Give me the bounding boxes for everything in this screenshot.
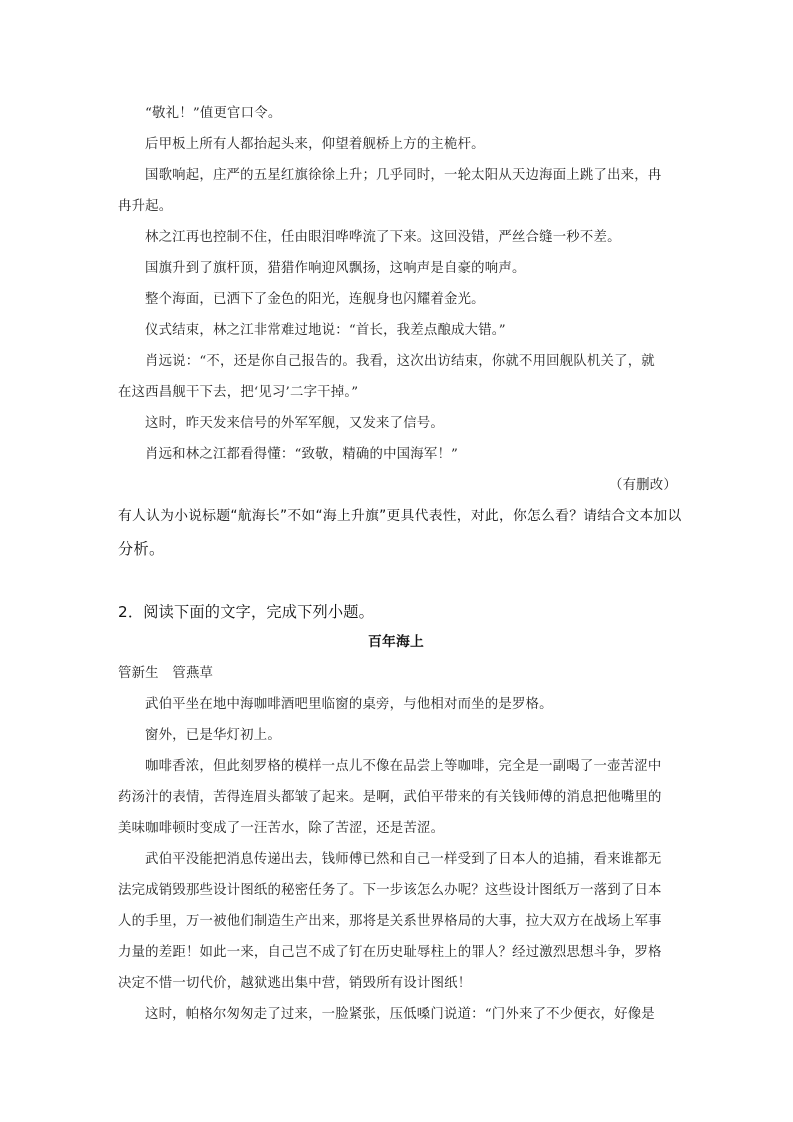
paragraph-line: 决定不惜一切代价，越狱逃出集中营，销毁所有设计图纸！: [118, 976, 472, 991]
paragraph-line: 林之江再也控制不住，任由眼泪哗哗流了下来。这回没错，严丝合缝一秒不差。: [145, 230, 621, 245]
paragraph-line: 法完成销毁那些设计图纸的秘密任务了。下一步该怎么办呢？这些设计图纸万一落到了日本: [118, 883, 662, 898]
paragraph-line: “敬礼！”值更官口令。: [145, 106, 282, 121]
story-authors: 管新生 管燕草: [118, 666, 214, 681]
paragraph-line: 窗外，已是华灯初上。: [145, 728, 281, 743]
paragraph-line: 肖远说：“不，还是你自己报告的。我看，这次出访结束，你就不用回舰队机关了，就: [145, 354, 655, 369]
paragraph-line: 后甲板上所有人都抬起头来，仰望着舰桥上方的主桅杆。: [145, 137, 485, 152]
paragraph-line: 力量的差距！如此一来，自己岂不成了钉在历史耻辱柱上的罪人？经过激烈思想斗争，罗格: [118, 945, 662, 960]
paragraph-line: 咖啡香浓，但此刻罗格的模样一点儿不像在品尝上等咖啡，完全是一副喝了一壶苦涩中: [145, 759, 662, 774]
paragraph-line: 肖远和林之江都看得懂：“致敬，精确的中国海军！”: [145, 447, 459, 462]
section-heading: 2．阅读下面的文字，完成下列小题。: [118, 603, 375, 621]
question-line: 有人认为小说标题“航海长”不如“海上升旗”更具代表性，对此，你怎么看？请结合文本加以: [118, 508, 682, 524]
paragraph-line: 国歌响起，庄严的五星红旗徐徐上升；几乎同时，一轮太阳从天边海面上跳了出来，冉: [145, 168, 662, 183]
paragraph-line: 这时，帕格尔匆匆走了过来，一脸紧张，压低嗓门说道：“门外来了不少便衣，好像是: [145, 1007, 655, 1022]
paragraph-line: 仪式结束，林之江非常难过地说：“首长，我差点酿成大错。”: [145, 323, 506, 338]
paragraph-line: 在这西昌舰干下去，把‘见习’二字干掉。”: [118, 385, 359, 400]
paragraph-line: 整个海面，已洒下了金色的阳光，连舰身也闪耀着金光。: [145, 292, 485, 307]
paragraph-line: 药汤汁的表情，苦得连眉头都皱了起来。是啊，武伯平带来的有关钱师傅的消息把他嘴里的: [118, 790, 662, 805]
question-line: 分析。: [118, 540, 165, 558]
paragraph-line: 人的手里，万一被他们制造生产出来，那将是关系世界格局的大事，拉大双方在战场上军事: [118, 914, 662, 929]
story-title: 百年海上: [368, 634, 424, 650]
paragraph-line: 国旗升到了旗杆顶，猎猎作响迎风飘扬，这响声是自豪的响声。: [145, 261, 526, 276]
paragraph-line: 武伯平没能把消息传递出去，钱师傅已然和自己一样受到了日本人的追捕，看来谁都无: [145, 852, 662, 867]
paragraph-line: 这时，昨天发来信号的外军军舰，又发来了信号。: [145, 416, 444, 431]
paragraph-line: 冉升起。: [118, 199, 173, 214]
paragraph-line: 美味咖啡顿时变成了一汪苦水，除了苦涩，还是苦涩。: [118, 821, 445, 836]
source-note: （有删改）: [609, 478, 677, 493]
paragraph-line: 武伯平坐在地中海咖啡酒吧里临窗的桌旁，与他相对而坐的是罗格。: [145, 697, 553, 712]
